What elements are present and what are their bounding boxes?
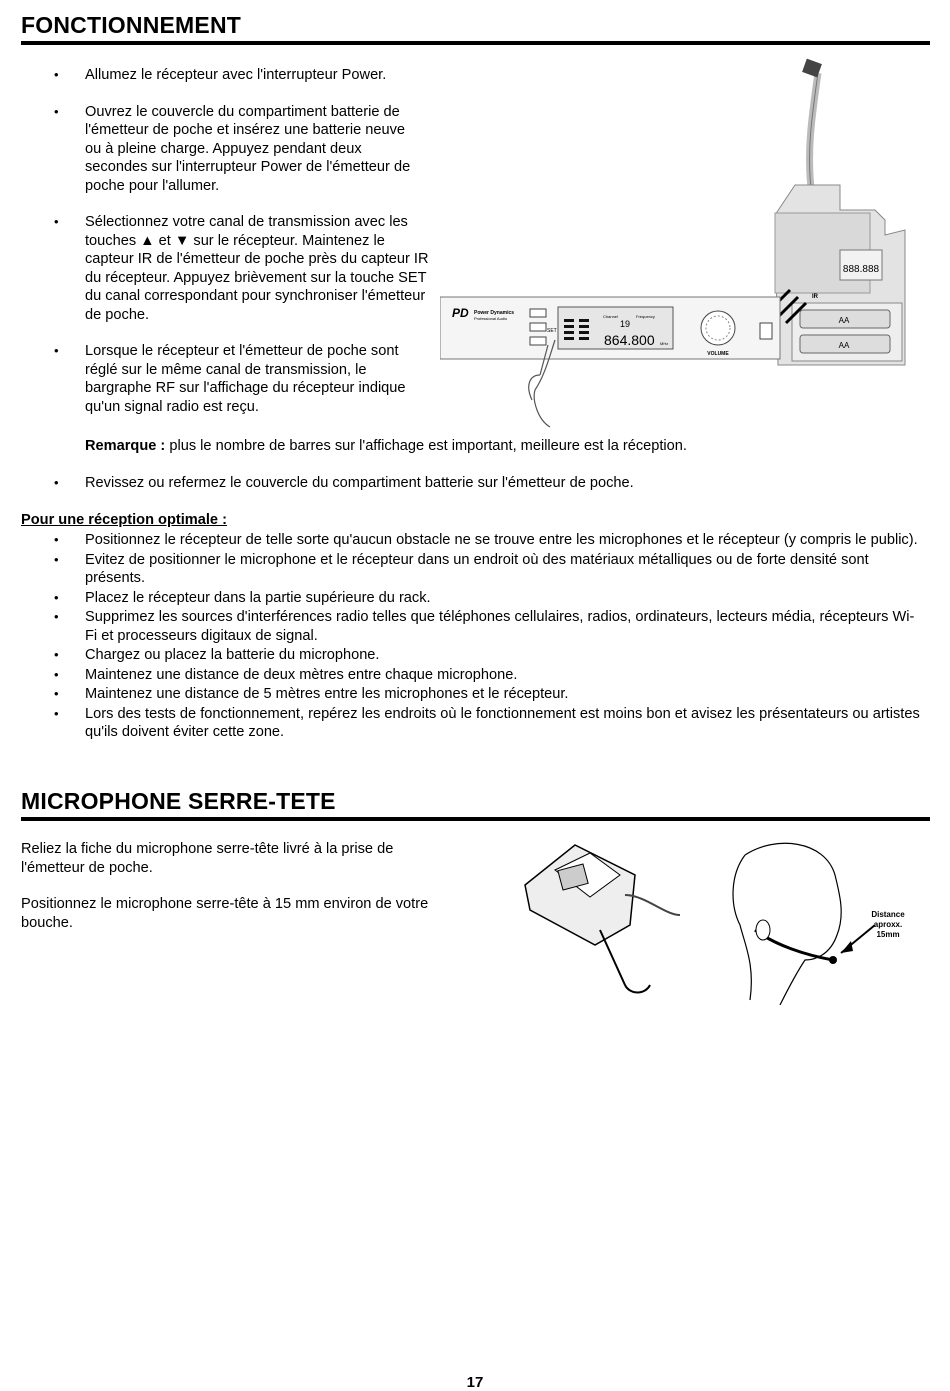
- list-item: • Placez le récepteur dans la partie supérieure du rack.: [54, 589, 431, 606]
- svg-text:Channel: Channel: [603, 314, 618, 319]
- list-item: • Supprimez les sources d'interférences radio telles que téléphones cellulaires, radios, ordinateurs, lecteurs média, récepteurs Wi-Fi et processeurs digitaux de signal.: [54, 609, 915, 644]
- receiver-ir-window: [760, 323, 772, 339]
- brand-sub: Professional Audio: [474, 316, 508, 321]
- optimal-reception-list: [0, 531, 925, 742]
- distance-label-line3: 15mm: [876, 930, 900, 939]
- up-button: [530, 309, 546, 317]
- svg-text:Frequency: Frequency: [636, 314, 655, 319]
- headset-illustration: [515, 835, 915, 1005]
- channel-value: 19: [620, 319, 631, 329]
- list-item: • Revissez ou refermez le couvercle du compartiment batterie sur l'émetteur de poche.: [54, 475, 634, 491]
- list-item: • Lorsque le récepteur et l'émetteur de poche sont réglé sur le même canal de transmission, le bargraphe RF sur l'affichage du récepteur indique qu'un signal radio est reçu.: [54, 343, 406, 415]
- svg-text:VOLUME: VOLUME: [707, 351, 729, 357]
- svg-text:MHz: MHz: [660, 341, 669, 346]
- list-item: • Chargez ou placez la batterie du microphone.: [54, 647, 380, 663]
- svg-text:PD: PD: [452, 306, 469, 320]
- head-drawing: [733, 843, 875, 1005]
- list-item: • Ouvrez le couvercle du compartiment batterie de l'émetteur de poche et insérez une batterie neuve ou à pleine charge. Appuyez pendant deux secondes sur l'interrupteur Power de l'émetteur de poche pour l'allumer.: [54, 103, 411, 194]
- bodypack-display-text: 888.888: [842, 264, 880, 275]
- page-number: 17: [466, 1374, 484, 1391]
- operation-steps-list: [0, 66, 430, 416]
- down-button: [530, 337, 546, 345]
- list-item: • Maintenez une distance de 5 mètres entre les microphones et le récepteur.: [54, 686, 569, 702]
- list-item: • Lors des tests de fonctionnement, repérez les endroits où le fonctionnement est moins bon et avisez les présentateurs ou artistes qu'ils doivent éviter cette zone.: [54, 705, 920, 740]
- ir-label: IR: [812, 294, 818, 300]
- optimal-reception-heading: Pour une réception optimale :: [21, 512, 227, 528]
- bodypack-drawing: [525, 845, 680, 993]
- remark: Remarque : plus le nombre de barres sur l'affichage est important, meilleure est la réception.: [85, 438, 687, 454]
- svg-text:SET: SET: [547, 328, 557, 334]
- set-button: [530, 323, 546, 331]
- brand-name: Power Dynamics: [474, 310, 515, 316]
- svg-text:AA: AA: [838, 341, 850, 350]
- list-item: • Sélectionnez votre canal de transmission avec les touches ▲ et ▼ sur le récepteur. Maintenez le capteur IR de l'émetteur de poche près du capteur IR du récepteur. Appuyez brièvement sur la touche SET du canal correspondant pour synchroniser l'émetteur de poche.: [54, 214, 429, 323]
- close-cover-list: [0, 474, 900, 493]
- frequency-value: 864.800: [604, 332, 655, 348]
- connect-headset-text: Reliez la fiche du microphone serre-tête livré à la prise de l'émetteur de poche.: [21, 841, 394, 876]
- distance-label-line1: Distance: [871, 910, 905, 919]
- list-item: • Allumez le récepteur avec l'interrupteur Power.: [54, 67, 387, 83]
- svg-text:AA: AA: [838, 316, 850, 325]
- section-title-fonctionnement: FONCTIONNEMENT: [21, 12, 930, 45]
- list-item: • Evitez de positionner le microphone et le récepteur dans un endroit où des matériaux métalliques ou de forte densité sont présents.: [54, 551, 869, 586]
- receiver-pairing-illustration: [440, 55, 930, 435]
- position-headset-text: Positionnez le microphone serre-tête à 15 mm environ de votre bouche.: [21, 896, 429, 931]
- list-item: • Maintenez une distance de deux mètres entre chaque microphone.: [54, 666, 518, 683]
- distance-label-line2: aproxx.: [873, 920, 903, 929]
- section-title-microphone: MICROPHONE SERRE-TETE: [21, 788, 930, 821]
- list-item: • Positionnez le récepteur de telle sorte qu'aucun obstacle ne se trouve entre les microphones et le récepteur (y compris le public).: [54, 532, 918, 548]
